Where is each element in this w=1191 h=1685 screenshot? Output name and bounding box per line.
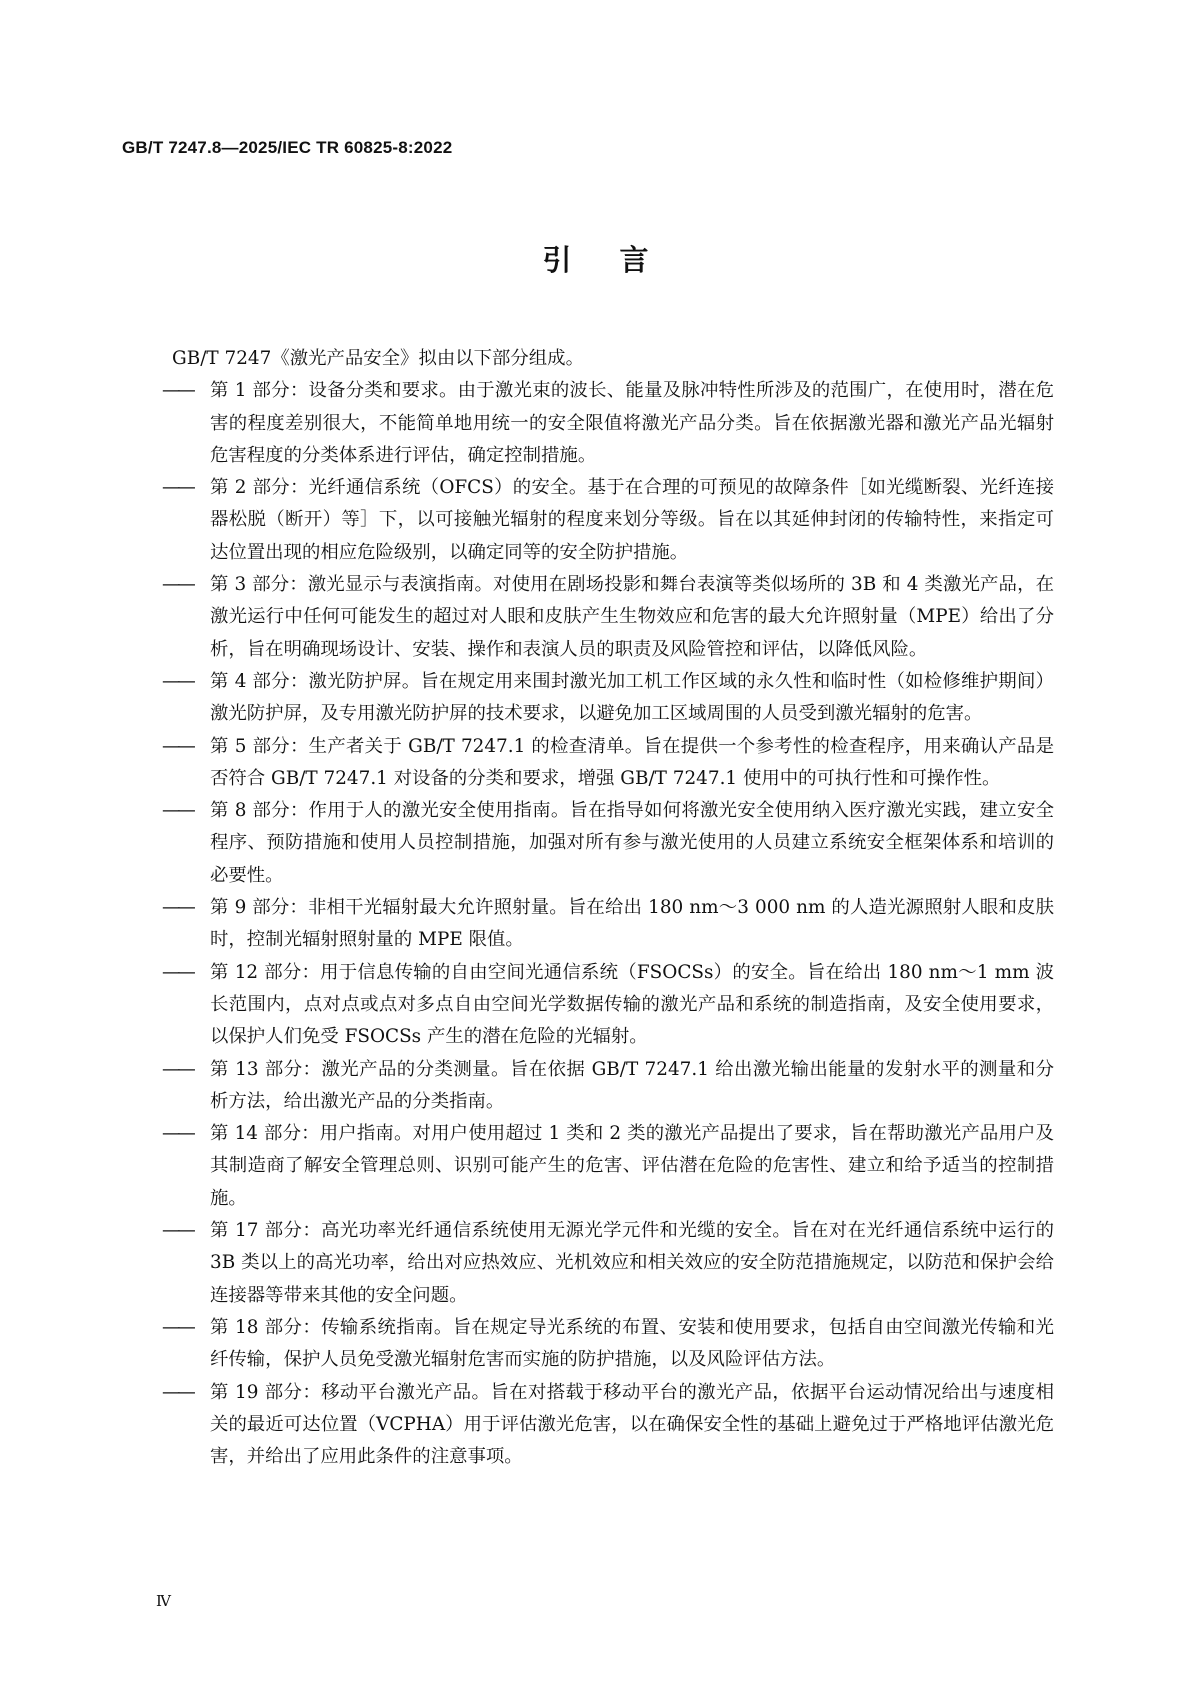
em-dash-marker: ——: [162, 1123, 193, 1145]
list-item: [164, 1118, 1054, 1215]
lead-paragraph: GB/T 7247《激光产品安全》拟由以下部分组成。: [172, 348, 584, 369]
list-item-text: 第 19 部分：移动平台激光产品。旨在对搭载于移动平台的激光产品，依据平台运动情况给出与速度相关的最近可达位置（VCPHA）用于评估激光危害，以在确保安全性的基础上避免过于严格地评估激光危害，并给出了应用此条件的注意事项。: [210, 1381, 1054, 1468]
document-body: [164, 343, 1054, 1473]
page-number: Ⅳ: [156, 1592, 171, 1610]
list-item-text: 第 12 部分：用于信息传输的自由空间光通信系统（FSOCSs）的安全。旨在给出 180 nm～1 mm 波长范围内，点对点或点对多点自由空间光学数据传输的激光产品和系统的制造指南，及安全使用要求，以保护人们免受 FSOCSs 产生的潜在危险的光辐射。: [210, 961, 1054, 1048]
em-dash-marker: ——: [162, 897, 193, 919]
em-dash-marker: ——: [162, 574, 193, 596]
em-dash-marker: ——: [162, 670, 193, 692]
em-dash-marker: ——: [162, 735, 193, 757]
list-item-text: 第 1 部分：设备分类和要求。由于激光束的波长、能量及脉冲特性所涉及的范围广，在使用时，潜在危害的程度差别很大，不能简单地用统一的安全限值将激光产品分类。旨在依据激光器和激光产品光辐射危害程度的分类体系进行评估，确定控制措施。: [210, 380, 1054, 466]
em-dash-marker: ——: [162, 1058, 193, 1080]
list-item: [164, 795, 1054, 892]
list-item-text: 第 18 部分：传输系统指南。旨在规定导光系统的布置、安装和使用要求，包括自由空间激光传输和光纤传输，保护人员免受激光辐射危害而实施的防护措施，以及风险评估方法。: [210, 1316, 1054, 1371]
em-dash-marker: ——: [162, 477, 193, 499]
list-item-text: 第 4 部分：激光防护屏。旨在规定用来围封激光加工机工作区域的永久性和临时性（如检修维护期间）激光防护屏，及专用激光防护屏的技术要求，以避免加工区域周围的人员受到激光辐射的危害。: [210, 670, 1054, 725]
list-item: [164, 1215, 1054, 1312]
list-item: [164, 957, 1054, 1054]
list-item-text: 第 14 部分：用户指南。对用户使用超过 1 类和 2 类的激光产品提出了要求，旨在帮助激光产品用户及其制造商了解安全管理总则、识别可能产生的危害、评估潜在危险的危害性、建立和给予适当的控制措施。: [210, 1123, 1054, 1209]
list-item: [164, 1377, 1054, 1474]
em-dash-marker: ——: [162, 800, 193, 822]
list-item: [164, 1054, 1054, 1119]
list-item: [164, 569, 1054, 666]
em-dash-marker: ——: [162, 1220, 193, 1242]
list-item-text: 第 8 部分：作用于人的激光安全使用指南。旨在指导如何将激光安全使用纳入医疗激光实践，建立安全程序、预防措施和使用人员控制措施，加强对所有参与激光使用的人员建立系统安全框架体系和培训的必要性。: [210, 800, 1054, 886]
list-item-text: 第 5 部分：生产者关于 GB/T 7247.1 的检查清单。旨在提供一个参考性的检查程序，用来确认产品是否符合 GB/T 7247.1 对设备的分类和要求，增强 GB/T 7247.1 使用中的可执行性和可操作性。: [210, 735, 1054, 789]
page-title: 引言: [542, 243, 697, 277]
em-dash-marker: ——: [162, 380, 193, 402]
list-item: [164, 375, 1054, 472]
list-item-text: 第 2 部分：光纤通信系统（OFCS）的安全。基于在合理的可预见的故障条件［如光缆断裂、光纤连接器松脱（断开）等］下，以可接触光辐射的程度来划分等级。旨在以其延伸封闭的传输特性，来指定可达位置出现的相应危险级别，以确定同等的安全防护措施。: [210, 477, 1054, 563]
list-item-text: 第 3 部分：激光显示与表演指南。对使用在剧场投影和舞台表演等类似场所的 3B 和 4 类激光产品，在激光运行中任何可能发生的超过对人眼和皮肤产生生物效应和危害的最大允许照射量（MPE）给出了分析，旨在明确现场设计、安装、操作和表演人员的职责及风险管控和评估，以降低风险。: [210, 574, 1054, 660]
list-item: [164, 892, 1054, 957]
em-dash-marker: ——: [162, 961, 193, 983]
em-dash-marker: ——: [162, 1316, 193, 1338]
list-item: [164, 1312, 1054, 1377]
standard-number-header: GB/T 7247.8—2025/IEC TR 60825-8:2022: [122, 138, 453, 157]
list-item: [164, 666, 1054, 731]
em-dash-marker: ——: [162, 1381, 193, 1403]
list-item: [164, 472, 1054, 569]
list-item-text: 第 9 部分：非相干光辐射最大允许照射量。旨在给出 180 nm～3 000 nm 的人造光源照射人眼和皮肤时，控制光辐射照射量的 MPE 限值。: [210, 897, 1054, 951]
list-item-text: 第 13 部分：激光产品的分类测量。旨在依据 GB/T 7247.1 给出激光输出能量的发射水平的测量和分析方法，给出激光产品的分类指南。: [210, 1058, 1054, 1112]
list-item: [164, 731, 1054, 796]
list-item-text: 第 17 部分：高光功率光纤通信系统使用无源光学元件和光缆的安全。旨在对在光纤通信系统中运行的 3B 类以上的高光功率，给出对应热效应、光机效应和相关效应的安全防范措施规定，以防范和保护会给连接器等带来其他的安全问题。: [210, 1220, 1054, 1306]
